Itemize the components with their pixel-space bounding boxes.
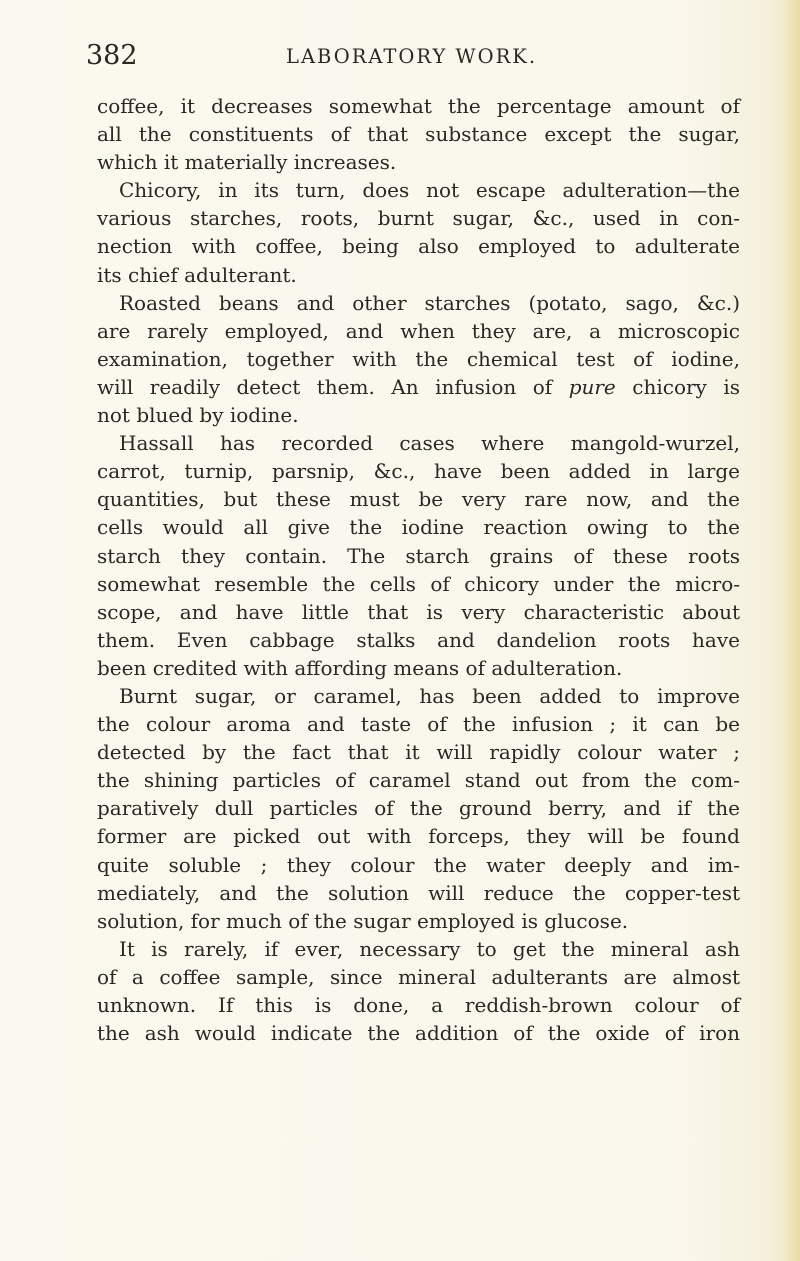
text-line: quite soluble ; they colour the water deeply and im-: [97, 852, 740, 877]
body-text: [97, 92, 740, 1047]
text-line-with-italic: will readily detect them. An infusion of pure chicory is: [97, 374, 740, 399]
text-line: solution, for much of the sugar employed is glucose.: [97, 908, 629, 933]
text-line: cells would all give the iodine reaction owing to the: [97, 515, 740, 540]
text-line: the ash would indicate the addition of the oxide of iron: [97, 1021, 740, 1046]
text-line: of a coffee sample, since mineral adulterants are almost: [97, 964, 740, 989]
text-line: the shining particles of caramel stand out from the com-: [97, 768, 740, 793]
text-line: not blued by iodine.: [97, 403, 299, 428]
running-head: LABORATORY WORK.: [286, 45, 538, 68]
text-line: scope, and have little that is very characteristic about: [97, 599, 740, 624]
text-line: the colour aroma and taste of the infusion ; it can be: [97, 712, 740, 737]
text-line: them. Even cabbage stalks and dandelion roots have: [97, 627, 740, 652]
text-line: mediately, and the solution will reduce the copper-test: [97, 880, 740, 905]
text-line: carrot, turnip, parsnip, &c., have been added in large: [97, 459, 740, 484]
text-line: nection with coffee, being also employed to adulterate: [97, 234, 740, 259]
italic-word: pure: [568, 374, 616, 399]
text-line: its chief adulterant.: [97, 262, 297, 287]
text-line: quantities, but these must be very rare now, and the: [97, 487, 740, 512]
text-line: which it materially increases.: [97, 150, 397, 175]
text-line: former are picked out with forceps, they will be found: [97, 824, 740, 849]
page-header: [86, 40, 746, 80]
text-line: somewhat resemble the cells of chicory under the micro-: [97, 571, 740, 596]
text-line: Chicory, in its turn, does not escape adulteration—the: [119, 178, 740, 203]
text-line: all the constituents of that substance except the sugar,: [97, 122, 740, 147]
text-line: unknown. If this is done, a reddish-brown colour of: [97, 993, 740, 1017]
text-line: paratively dull particles of the ground berry, and if the: [97, 796, 740, 821]
text-line: starch they contain. The starch grains of these roots: [97, 543, 740, 568]
text-line: Burnt sugar, or caramel, has been added to improve: [119, 683, 740, 708]
text-line: various starches, roots, burnt sugar, &c., used in con-: [97, 206, 740, 231]
page-edge: [784, 0, 800, 1261]
text-line: coffee, it decreases somewhat the percentage amount of: [97, 94, 740, 118]
text-line: are rarely employed, and when they are, a microscopic: [97, 318, 740, 343]
text-line: Roasted beans and other starches (potato, sago, &c.): [119, 290, 740, 315]
text-line: examination, together with the chemical test of iodine,: [97, 346, 740, 371]
text-line: detected by the fact that it will rapidly colour water ;: [97, 740, 740, 765]
text-line: been credited with affording means of adulteration.: [97, 655, 623, 680]
page-number: 382: [86, 40, 138, 71]
text-line: It is rarely, if ever, necessary to get the mineral ash: [119, 936, 740, 961]
text-line: Hassall has recorded cases where mangold-wurzel,: [119, 431, 740, 456]
